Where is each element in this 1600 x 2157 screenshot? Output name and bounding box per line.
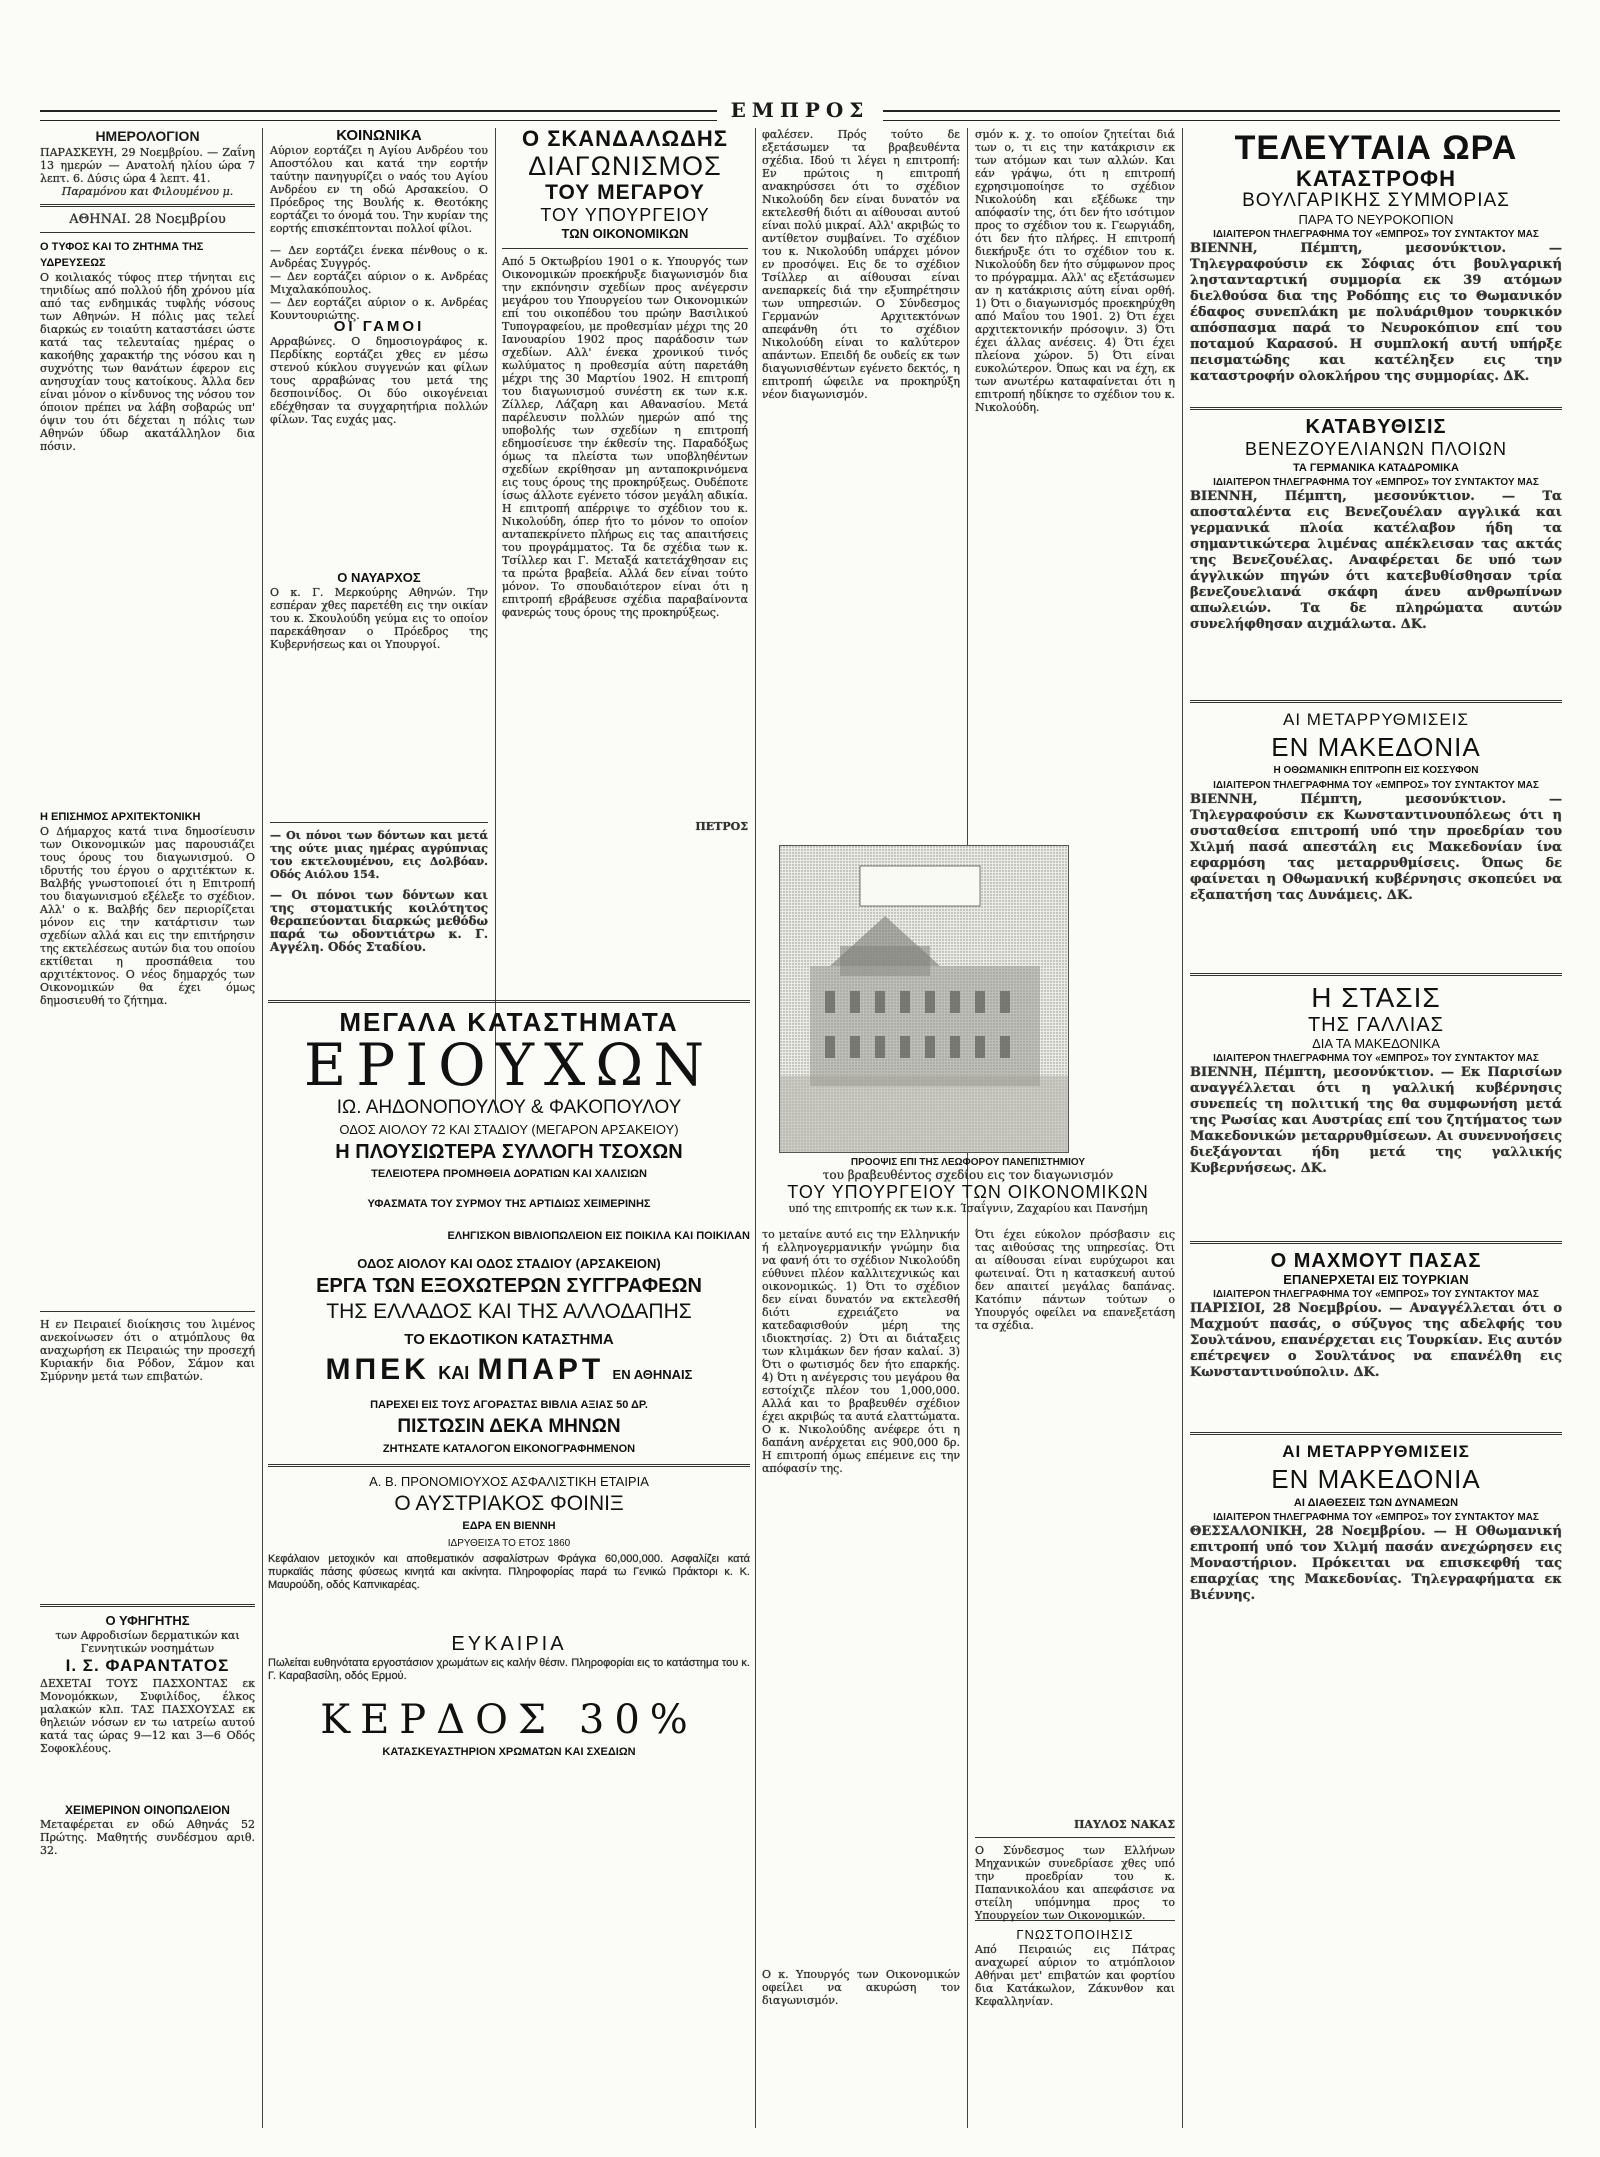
ad-line: ΚΕΡΔΟΣ 30% xyxy=(320,1697,698,1743)
ad-line: Α. Β. ΠΡΟΝΟΜΙΟΥΧΟΣ ΑΣΦΑΛΙΣΤΙΚΗ ΕΤΑΙΡΙΑ xyxy=(369,1474,649,1489)
ad-body: Κεφάλαιον μετοχικόν και αποθεματικόν ασφαλίστρων Φράγκα 60,000,000. Ασφαλίζει κατά πυρκαϊάς πάσης φύσεως κινητά και ακίνητα. Πληροφορίας παρά τω Γενικώ Πράκτορι κ. Κ. Μαυρούδη, οδός Καπνικαρέας. xyxy=(268,1553,750,1591)
article-title: Ο ΤΥΦΟΣ ΚΑΙ ΤΟ ΖΗΤΗΜΑ ΤΗΣ ΥΔΡΕΥΣΕΩΣ xyxy=(40,241,204,269)
ad-line: ΚΑΤΑΣΚΕΥΑΣΤΗΡΙΟΝ ΧΡΩΜΑΤΩΝ ΚΑΙ ΣΧΕΔΙΩΝ xyxy=(382,1746,636,1758)
headline: ΤΗΣ ΓΑΛΛΙΑΣ xyxy=(1307,1014,1445,1036)
headline: ΤΟΥ ΥΠΟΥΡΓΕΙΟΥ xyxy=(540,205,710,225)
masthead xyxy=(40,98,1560,126)
telegram-body: ΒΙΕΝΝΗ, Πέμπτη, μεσονύκτιον. — Τα αποσταλέντα εις Βενεζουέλαν αγγλικά και γερμανικά πλοία κατέλαβον ήδη τα σημαντικώτερα λιμένας απέκλεισαν τας ακτάς της Βενεζουέλας. Αναφέρεται δε υπό των άγγλικών πηγών ότι κατεβυθίσθησαν τρία βενεζουελιανά σκάφη άνευ ανθρωπίνων απωλειών. Τα δε πληρώματα αυτών συνελήφθησαν αιχμάλωτα. ΔΚ. xyxy=(1190,489,1562,632)
divider xyxy=(1190,407,1562,410)
ad-line: ΙΩ. ΑΗΔΟΝΟΠΟΥΛΟΥ & ΦΑΚΟΠΟΥΛΟΥ xyxy=(336,1097,682,1118)
headline: ΒΕΝΕΖΟΥΕΛΙΑΝΩΝ ΠΛΟΙΩΝ xyxy=(1244,439,1508,459)
ad-line: ΟΔΟΣ ΑΙΟΛΟΥ 72 ΚΑΙ ΣΤΑΔΙΟΥ (ΜΕΓΑΡΟΝ ΑΡΣΑΚΕΙΟΥ) xyxy=(339,1122,679,1137)
building-drawing xyxy=(780,846,1068,1152)
ad-line: ΜΠΕΚ xyxy=(325,1353,430,1386)
divider xyxy=(40,204,255,207)
headline: Η ΟΘΩΜΑΝΙΚΗ ΕΠΙΤΡΟΠΗ ΕΙΣ ΚΟΣΣΥΦΟΝ xyxy=(1273,765,1479,776)
headline: ΕΠΑΝΕΡΧΕΤΑΙ ΕΙΣ ΤΟΥΡΚΙΑΝ xyxy=(1283,1272,1469,1287)
article-body: Ο κ. Υπουργός των Οικονομικών οφείλει να ακυρώση τον διαγωνισμόν. xyxy=(762,1968,960,2007)
article-body: Αρραβώνες. Ο δημοσιογράφος κ. Περδίκης εορτάζει χθες εν μέσω στενού κύκλου συγγενών και φίλων τους αρραβώνας του μετά της δεσποινίδος. Οι δύο οικογένειαι εδέχθησαν τα συγχαρητήρια πολλών φίλων. Τας ευχάς μας. xyxy=(270,335,488,426)
column-5 xyxy=(975,128,1175,828)
ad-line: ΤΕΛΕΙΟΤΕΡΑ ΠΡΟΜΗΘΕΙΑ ΔΟΡΑΤΙΩΝ ΚΑΙ ΧΑΛΙΣΙΩΝ xyxy=(371,1168,647,1180)
ad-line: ΕΛΗΓΙΣΚΟΝ ΒΙΒΛΙΟΠΩΛΕΙΟΝ ΕΙΣ ΠΟΙΚΙΛΑ ΚΑΙ ΠΟΙΚΙΛΑΝ xyxy=(447,1230,750,1242)
article-body: Ότι έχει εύκολον πρόσβασιν εις τας αιθούσας της υπηρεσίας. Ότι αι αίθουσαι είναι ευρύχωροι και φωτειναί. Ότι η κατασκευή αυτού δεν απαιτεί μεγάλας δαπάνας. Κατόπιν πάντων τούτων ο Υπουργός οφείλει να επανεξετάση τα σχέδια. xyxy=(975,1228,1175,1332)
ad-line: ΤΗΣ ΕΛΛΑΔΟΣ ΚΑΙ ΤΗΣ ΑΛΛΟΔΑΠΗΣ xyxy=(326,1300,692,1323)
dateline: ΑΘΗΝΑΙ. 28 Νοεμβρίου xyxy=(69,212,226,227)
headline: ΔΙΑΓΩΝΙΣΜΟΣ xyxy=(528,151,722,181)
article-body: Η εν Πειραιεί διοίκησις του λιμένος ανεκοίνωσεν ότι ο ατμόπλους θα αναχωρήση εκ Πειραιώς την προσεχή Κυριακήν δια Ρόδον, Σάμον και Σμύρνην μετά των επιβατών. xyxy=(40,1318,255,1383)
article-body: Ο Δήμαρχος κατά τινα δημοσίευσιν των Οικονομικών μας παρουσιάζει τους όρους του διαγωνισμού. Ο ιδρυτής του έργου ο αρχιτέκτων κ. Βαλβής γνωστοποιεί ότι η Επιτροπή του διαγωνισμού εξέλεξε το σχέδιον. Αλλ' ο κ. Βαλβής δεν περιορίζεται μόνον εις την κατάρτισιν των σχεδίων αλλά και εις την επιτήρησιν της εκτελέσεως αυτών δια του οποίου εκτίθεται η προσπάθεια του αρχιτέκτονος. Ο νέος δημαρχός των Οικονομικών θα έχει όμως δημοσιευθή το ζήτημα. xyxy=(40,825,255,1007)
headline: ΑΙ ΔΙΑΘΕΣΕΙΣ ΤΩΝ ΔΥΝΑΜΕΩΝ xyxy=(1293,1497,1459,1509)
signature: ΠΕΤΡΟΣ xyxy=(695,820,748,833)
caption-line: ΠΡΟΟΨΙΣ ΕΠΙ ΤΗΣ ΛΕΩΦΟΡΟΥ ΠΑΝΕΠΙΣΤΗΜΙΟΥ xyxy=(850,1157,1086,1168)
ad-line: ΙΔΡΥΘΕΙΣΑ ΤΟ ΕΤΟΣ 1860 xyxy=(447,1538,571,1549)
telegram-label: ΙΔΙΑΙΤΕΡΟΝ ΤΗΛΕΓΡΑΦΗΜΑ ΤΟΥ «ΕΜΠΡΟΣ» ΤΟΥ ΣΥΝΤΑΚΤΟΥ ΜΑΣ xyxy=(1213,477,1539,488)
article-body: Από 5 Οκτωβρίου 1901 ο κ. Υπουργός των Οικονομικών προεκήρυξε διαγωνισμόν δια την εκπόνησιν σχεδίων προς ανέγερσιν μεγάρου του Υπουργείου των Οικονομικών επί του οικοπέδου του πρώην Βασιλικού Τυπογραφείου, με προθεσμίαν μέχρι της 20 Ιανουαρίου 1902 προς παράδοσιν των σχεδίων. Αλλ' ένεκα χρονικού τινός κωλύματος η προθεσμία αύτη παρετάθη μέχρι της 30 Μαρτίου 1902. Η επιτροπή του διαγωνισμού συνέστη εκ των κ.κ. Ζίλλερ, Λάζαρη και Αθανασίου. Μετά παρέλευσιν πολλών ημερών από της υποβολής των σχεδίων η επιτροπή εδημοσίευσε την έκθεσίν της. Παραδόξως όμως τα πλείστα των υποβληθέντων σχεδίων εκρίθησαν μη ανταποκρινόμενα εις τους όρους της προκηρύξεως. Ουδέποτε ίσως άλλοτε εγένετο τόσον μεγάλη αδικία. Η επιτροπή απέρριψε το σχέδιον του κ. Νικολούδη, όπερ ήτο το μόνον το οποίον ανταπεκρίνετο πλήρως εις τας απαιτήσεις του προγράμματος. Τα δε σχέδια των κ. Τσίλλερ και Γ. Μεταξά κατετάχθησαν εις τα πρώτα βραβεία. Αλλά δεν είναι τούτο μόνον. Το σπουδαιότερον είναι ότι η επιτροπή εβράβευσε σχέδια παραβαίνοντα φανερώς τους όρους της προκηρύξεως. xyxy=(502,255,748,619)
caption-line: του βραβευθέντος σχεδίου εις τον διαγωνισμόν xyxy=(822,1168,1114,1182)
illustration-caption xyxy=(762,1156,1174,1226)
advertisement-block xyxy=(268,1000,750,2020)
divider xyxy=(40,1604,255,1607)
ad-line: ΖΗΤΗΣΑΤΕ ΚΑΤΑΛΟΓΟΝ ΕΙΚΟΝΟΓΡΑΦΗΜΕΝΟΝ xyxy=(382,1443,636,1455)
article-body: — Οι πόνοι των δόντων και της στοματικής κοιλότητος θεραπεύονται διαρκώς μεθόδω παρά τω οδοντιάτρω κ. Γ. Αγγέλη. Οδός Σταδίου. xyxy=(270,888,488,954)
section-heading: Ο ΝΑΥΑΡΧΟΣ xyxy=(337,570,421,585)
telegram-label: ΙΔΙΑΙΤΕΡΟΝ ΤΗΛΕΓΡΑΦΗΜΑ ΤΟΥ «ΕΜΠΡΟΣ» ΤΟΥ ΣΥΝΤΑΚΤΟΥ ΜΑΣ xyxy=(1213,229,1539,240)
ad-line: ΕΝ ΑΘΗΝΑΙΣ xyxy=(612,1367,693,1382)
headline: ΕΝ ΜΑΚΕΔΟΝΙΑ xyxy=(1271,1464,1481,1494)
column-5-lower xyxy=(975,1228,1175,2008)
headline: Ο ΜΑΧΜΟΥΤ ΠΑΣΑΣ xyxy=(1270,1250,1482,1272)
article-body: Ο κ. Γ. Μερκούρης Αθηνών. Την εσπέραν χθες παρετέθη εις την οικίαν του κ. Σκουλούδη γεύμα εις το οποίον παρεκάθησαν ο Πρόεδρος της Κυβερνήσεως και οι Υπουργοί. xyxy=(270,586,488,651)
headline: Η ΣΤΑΣΙΣ xyxy=(1311,982,1441,1013)
divider xyxy=(1190,1432,1562,1435)
section-heading: ΟΙ ΓΑΜΟΙ xyxy=(333,318,425,335)
ad-line: Η ΠΛΟΥΣΙΩΤΕΡΑ ΣΥΛΛΟΓΗ ΤΣΟΧΩΝ xyxy=(335,1141,683,1163)
telegram-label: ΙΔΙΑΙΤΕΡΟΝ ΤΗΛΕΓΡΑΦΗΜΑ ΤΟΥ «ΕΜΠΡΟΣ» ΤΟΥ ΣΥΝΤΑΚΤΟΥ ΜΑΣ xyxy=(1213,1053,1539,1064)
section-title: ΚΟΙΝΩΝΙΚΑ xyxy=(336,127,422,144)
ad-line: ΚΑΙ xyxy=(438,1363,470,1383)
divider xyxy=(268,1000,750,1003)
article-body: — Δεν εορτάζει ένεκα πένθους ο κ. Ανδρέας Συγγρός. — Δεν εορτάζει αύριον ο κ. Ανδρέας Μιχαλακόπουλος. — Δεν εορτάζει αύριον ο κ. Ανδρέας Κουντουριώτης. xyxy=(270,244,488,322)
divider xyxy=(1190,1241,1562,1244)
article-body: — Οι πόνοι των δόντων και μετά της ούτε μιας ημέρας αγρύπνιας του εκτελουμένου, εις Δολβόαν. Οδός Αιόλου 154. xyxy=(270,829,488,881)
notice-body: Ο Σύνδεσμος των Ελλήνων Μηχανικών συνεδρίασε χθες υπό την προεδρίαν του κ. Παπανικολάου και απεφάσισε να στείλη υπόμνημα προς το Υπουργείον των Οικονομικών. xyxy=(975,1844,1175,1922)
column-2 xyxy=(270,128,488,988)
headline: ΒΟΥΛΓΑΡΙΚΗΣ ΣΥΜΜΟΡΙΑΣ xyxy=(1242,190,1510,211)
telegram-body: ΒΙΕΝΝΗ, Πέμπτη, μεσονύκτιον. — Τηλεγραφούσιν εκ Κωνσταντινουπόλεως ότι η συσταθείσα επιτροπή υπό την προεδρίαν του Χιλμή πασά απεστάλη εις Μακεδονίαν ίνα εφαρμόση τας μεταρρυθμίσεις. Όπως δε φαίνεται η Οθωμανική κυβέρνησις σκοπεύει να εξαπατήση τας Δυνάμεις. ΔΚ. xyxy=(1190,792,1562,903)
ad-line: ΤΟ ΕΚΔΟΤΙΚΟΝ ΚΑΤΑΣΤΗΜΑ xyxy=(404,1331,614,1348)
caption-line: υπό της επιτροπής εκ των κ.κ. Ίσαΐγνιν, Ζαχαρίου και Πανσήμη xyxy=(788,1202,1148,1215)
calendar-title: ΗΜΕΡΟΛΟΓΙΟΝ xyxy=(95,128,200,144)
column-separator xyxy=(495,128,496,1113)
ad-line: Ο ΑΥΣΤΡΙΑΚΟΣ ΦΟΙΝΙΞ xyxy=(394,1492,624,1515)
ad-line: ΜΕΓΑΛΑ ΚΑΤΑΣΤΗΜΑΤΑ xyxy=(339,1007,679,1037)
ad-line: ΠΙΣΤΩΣΙΝ ΔΕΚΑ ΜΗΝΩΝ xyxy=(397,1416,621,1437)
divider xyxy=(1190,973,1562,976)
divider xyxy=(975,1837,1175,1838)
ad-line: ΠΑΡΕΧΕΙ ΕΙΣ ΤΟΥΣ ΑΓΟΡΑΣΤΑΣ ΒΙΒΛΙΑ ΑΞΙΑΣ 50 ΔΡ. xyxy=(370,1399,648,1411)
column-separator xyxy=(755,128,756,2128)
calendar-date: ΠΑΡΑΣΚΕΥΗ, 29 Νοεμβρίου. — Ζαΐνη 13 ημερών — Ανατολή ηλίου ώρα 7 λεπτ. 6. Δύσις ώρα 4 λεπτ. 41. xyxy=(40,146,255,185)
telegram-label: ΙΔΙΑΙΤΕΡΟΝ ΤΗΛΕΓΡΑΦΗΜΑ ΤΟΥ «ΕΜΠΡΟΣ» ΤΟΥ ΣΥΝΤΑΚΤΟΥ ΜΑΣ xyxy=(1213,1289,1539,1300)
headline: Ο ΣΚΑΝΔΑΛΩΔΗΣ xyxy=(521,126,728,151)
ad-subtitle: των Αφροδισίων δερματικών και Γεννητικών νοσημάτων xyxy=(55,1629,240,1655)
article-body: φαλέσεν. Πρός τούτο δε εξετάσωμεν τα βραβευθέντα σχέδια. Ιδού τι λέγει η επιτροπή: Εν πρώτοις η επιτροπή ανακηρύσσει ότι το σχέδιον Νικολούδη δεν είναι δυνατόν να εκτελεσθή διότι αι αίθουσαι αυτού είναι πολύ μικραί. Αλλ' ακριβώς το αντίθετον συμβαίνει. Το σχέδιον του κ. Νικολούδη υπάρχει μόνον εν προσόψει. Εις δε το σχέδιον Τσίλλερ αι αίθουσαι είναι ανεπαρκείς διά την εξυπηρέτησιν των υπηρεσιών. Ο Σύνδεσμος Γερμανών Αρχιτεκτόνων απεφάνθη ότι το σχέδιον Νικολούδη είναι το καλύτερον απάντων. Επειδή δε ουδείς εκ των διαγωνισθέντων εγένετο δεκτός, η επιτροπή ώφειλε να προκηρύξη νέον διαγωνισμόν. xyxy=(762,128,960,401)
headline: ΚΑΤΑΒΥΘΙΣΙΣ xyxy=(1305,416,1447,438)
telegram-label: ΙΔΙΑΙΤΕΡΟΝ ΤΗΛΕΓΡΑΦΗΜΑ ΤΟΥ «ΕΜΠΡΟΣ» ΤΟΥ ΣΥΝΤΑΚΤΟΥ ΜΑΣ xyxy=(1213,780,1539,791)
headline: ΑΙ ΜΕΤΑΡΡΥΘΜΙΣΕΙΣ xyxy=(1283,710,1469,729)
divider xyxy=(40,232,255,233)
article-body: σμόν κ. χ. το οποίον ζητείται διά των ο, τι εις την κατάκρισιν εκ των ατόμων και των αλλών. Και εάν γράψω, ότι η επιτροπή εχρησιμοποίησε το σχέδιον Νικολούδη και εξέδωκε την απόφασίν της, ότι δεν ήτο ισότιμον προς το σχέδιον του κ. Γεωργιάδη, ότι δεν ήτο πλήρες. Η επιτροπή διεκήρυξε ότι το σχέδιον του κ. Νικολούδη δεν ήτο σύμφωνον προς το πρόγραμμα. Αλλ' ας εξετάσωμεν αν η κατάκρισις αύτη είναι ορθή. 1) Ότι ο διαγωνισμός προεκηρύχθη από Μαΐου του 1901. 2) Ότι έχει αρχιτεκτονικήν πρόσοψιν. 3) Ότι έχει άλλας ανέσεις. 4) Ότι έχει πλείονα χώρον. 5) Ότι είναι ευκολώτερον. Όπως και να έχη, εκ των ανωτέρω καταφαίνεται ότι η επιτροπή ηδίκησε το σχέδιον του κ. Νικολούδη. xyxy=(975,128,1175,414)
section-title: ΤΕΛΕΥΤΑΙΑ ΩΡΑ xyxy=(1234,129,1518,167)
article-body: Αύριον εορτάζει η Αγίου Ανδρέου του Αποστόλου και κατά την εορτήν ταύτην πανηγυρίζει ο ναός του Αγίου Ανδρέου εν τη οδώ Αρσακείου. Ο Πρόεδρος της Βουλής κ. Θεοτόκης εορτάζει το όνομά του. Την κυρίαν της εορτής επισκέπτονται πολλοί φίλοι. xyxy=(270,144,488,235)
ad-line: ΕΡΙΟΥΧΩΝ xyxy=(303,1031,715,1099)
calendar-saints: Παραμόνου και Φιλουμένου μ. xyxy=(61,185,234,198)
ad-line: ΟΔΟΣ ΑΙΟΛΟΥ ΚΑΙ ΟΔΟΣ ΣΤΑΔΙΟΥ (ΑΡΣΑΚΕΙΟΝ) xyxy=(357,1256,661,1271)
headline: ΑΙ ΜΕΤΑΡΡΥΘΜΙΣΕΙΣ xyxy=(1282,1442,1470,1461)
ad-name: Ι. Σ. ΦΑΡΑΝΤΑΤΟΣ xyxy=(65,1656,230,1675)
headline: ΤΑ ΓΕΡΜΑΝΙΚΑ ΚΑΤΑΔΡΟΜΙΚΑ xyxy=(1293,462,1459,474)
ad-line: ΕΔΡΑ ΕΝ ΒΙΕΝΝΗ xyxy=(462,1520,556,1532)
divider xyxy=(270,822,488,823)
article-title: Η ΕΠΙΣΗΜΟΣ ΑΡΧΙΤΕΚΤΟΝΙΚΗ xyxy=(40,811,201,823)
column-separator xyxy=(262,128,263,2128)
telegram-body: ΘΕΣΣΑΛΟΝΙΚΗ, 28 Νοεμβρίου. — Η Οθωμανική επιτροπή υπό τον Χιλμή πασάν ανεχώρησεν εις Μοναστήριον. Πρόκειται να επισκεφθή τας επαρχίας της Μακεδονίας. Τηλεγραφήματα εκ Βιέννης. xyxy=(1190,1524,1562,1603)
headline: ΔΙΑ ΤΑ ΜΑΚΕΔΟΝΙΚΑ xyxy=(1312,1036,1440,1051)
headline: ΤΩΝ ΟΙΚΟΝΟΜΙΚΩΝ xyxy=(561,226,689,241)
divider xyxy=(268,1464,750,1467)
ad-line: ΜΠΑΡΤ xyxy=(477,1353,605,1386)
ad-body: ΔΕΧΕΤΑΙ ΤΟΥΣ ΠΑΣΧΟΝΤΑΣ εκ Μονομόκκων, Συφιλίδος, έλκος μαλακών κλπ. ΤΑΣ ΠΑΣΧΟΥΣΑΣ εκ θηλειών νόσων εν τω ιατρείω αυτού κατά τας ώρας 9—12 και 3—6 Οδός Σοφοκλέους. xyxy=(40,1677,255,1755)
telegram-body: ΒΙΕΝΝΗ, Πέμπτη, μεσονύκτιον. — Εκ Παρισίων αναγγέλλεται ότι η γαλλική κυβέρνησις συνεπείς τη πολιτική της θα συμφωνήση μετά της Ρωσίας και Αυστρίας επί του ζητήματος των Μακεδονικών μεταρρυθμίσεων. Αι συνεννοήσεις διεξάγονται ήδη μετά της γαλλικής Κυβερνήσεως. ΔΚ. xyxy=(1190,1065,1562,1176)
ad-line: ΥΦΑΣΜΑΤΑ ΤΟΥ ΣΥΡΜΟΥ ΤΗΣ ΑΡΤΙΔΙΩΣ ΧΕΙΜΕΡΙΝΗΣ xyxy=(367,1198,651,1210)
headline: ΤΟΥ ΜΕΓΑΡΟΥ xyxy=(545,181,705,204)
column-1 xyxy=(40,128,255,2128)
telegram-label: ΙΔΙΑΙΤΕΡΟΝ ΤΗΛΕΓΡΑΦΗΜΑ ΤΟΥ «ΕΜΠΡΟΣ» ΤΟΥ ΣΥΝΤΑΚΤΟΥ ΜΑΣ xyxy=(1213,1512,1539,1523)
divider xyxy=(502,248,748,249)
headline: ΚΑΤΑΣΤΡΟΦΗ xyxy=(1295,166,1456,191)
ad-title: Ο ΥΦΗΓΗΤΗΣ xyxy=(105,1613,190,1628)
divider xyxy=(1190,700,1562,703)
headline: ΠΑΡΑ ΤΟ ΝΕΥΡΟΚΟΠΙΟΝ xyxy=(1298,212,1454,227)
telegram-body: ΒΙΕΝΝΗ, Πέμπτη, μεσονύκτιον. — Τηλεγραφούσιν εκ Σόφιας ότι βουλγαρική ληστανταρτική συμμορία εκ 39 ατόμων διελθούσα δια της Ροδόπης εις το Θωμανικόν έδαφος συνεπλάκη με πολυάριθμον τουρκικόν απόσπασμα παρά το Νευροκόπιον επί του ποταμού Καρασού. Η συμπλοκή αυτή υπήρξε πεισματώδης και κατέληξεν εις την καταστροφήν ολοκλήρου της συμμορίας. ΔΚ. xyxy=(1190,241,1562,384)
column-separator xyxy=(1182,128,1183,2128)
masthead-title: ΕΜΠΡΟΣ xyxy=(717,98,884,122)
article-body: Ο κοιλιακός τύφος πτερ τήνηται εις τηνιδίως από πολλού ήδη χρόνου μία από τας ενδημικάς τυφλής νόσους των Αθηνών. Η πόλις μας τελεί διαρκώς εν τοιαύτη καταστάσει ώστε κατά τας τελευταίας ημέρας ο κακοήθης χαρακτήρ της νόσου και η συχνότης των θανάτων έφερον εις ανησυχίαν τους κατοίκους. Άλλα δεν είναι μόνον ο κίνδυνος της νόσου τον όποιον πρέπει να λάβη σοβαρώς υπ' όψιν του ότι δέχεται η πόλις των Αθηνών ύδωρ ακατάλληλον δια πόσιν. xyxy=(40,271,255,453)
column-4 xyxy=(762,128,960,828)
ad-body: Μεταφέρεται εν οδώ Αθηνάς 52 Πρώτης. Μαθητής συνδέσμου αριθ. 32. xyxy=(40,1818,255,1857)
caption-line: ΤΟΥ ΥΠΟΥΡΓΕΙΟΥ ΤΩΝ ΟΙΚΟΝΟΜΙΚΩΝ xyxy=(787,1182,1149,1202)
headline: ΕΝ ΜΑΚΕΔΟΝΙΑ xyxy=(1271,732,1481,762)
telegram-body: ΠΑΡΙΣΙΟΙ, 28 Νοεμβρίου. — Αναγγέλλεται ότι ο Μαχμούτ πασάς, ο σύζυγος της αδελφής του Σουλτάνου, επανέρχεται εις Τουρκίαν. Εις αυτόν επέτρεψεν ο Σουλτάνος να επανέλθη εις Κωνσταντινούπολιν. ΔΚ. xyxy=(1190,1301,1562,1380)
building-illustration xyxy=(779,845,1069,1153)
divider xyxy=(40,1311,255,1312)
column-4-lower xyxy=(762,1228,960,2008)
signature: ΠΑΥΛΟΣ ΝΑΚΑΣ xyxy=(1074,1818,1175,1831)
ad-title: ΧΕΙΜΕΡΙΝΟΝ ΟΙΝΟΠΩΛΕΙΟΝ xyxy=(65,1803,230,1817)
ad-body: Πωλείται ευθηνότατα εργοστάσιον χρωμάτων εις καλήν θέσιν. Πληροφορίαι εις το κατάστημα του κ. Γ. Καραβασίλη, οδός Ερμού. xyxy=(268,1657,750,1682)
section-heading: ΓΝΩΣΤΟΠΟΙΗΣΙΣ xyxy=(1016,1927,1134,1942)
column-3 xyxy=(502,128,748,988)
ad-line: ΕΥΚΑΙΡΙΑ xyxy=(451,1633,567,1655)
notice-body: Από Πειραιώς εις Πάτρας αναχωρεί αύριον το ατμόπλοιον Αθήναι μετ' επιβατών και φορτίου δια Κατάκωλον, Ζάκυνθον και Κεφαλληνίαν. xyxy=(975,1943,1175,2008)
ad-line: ΕΡΓΑ ΤΩΝ ΕΞΟΧΩΤΕΡΩΝ ΣΥΓΓΡΑΦΕΩΝ xyxy=(316,1275,702,1297)
article-body: το μεταίνε αυτό εις την Ελληνικήν ή ελληνογερμανικήν γνώμην δια να φανή ότι το σχέδιον Νικολούδη εύθυνει πλέον καλλιτεχνικώς και οικονομικώς. 1) Ότι το σχέδιον δεν είναι δυνατόν να εκτελεσθή διότι εχρειάζετο να κατεδαφισθούν μέρη της ιδιοκτησίας. 2) Ότι αι διάταξεις των κλιμάκων δεν ήσαν καλαί. 3) Ότι ο φωτισμός δεν ήτο επαρκής. 4) Ότι η ανέγερσις του μεγάρου θα εστοίχιζε πλέον του 1,000,000. Αλλά και το βραβευθέν σχέδιον έχει ακριβώς τα αυτά ελαττώματα. Ο κ. Νικολούδης ανέφερε ότι η δαπάνη ανέρχεται εις 900,000 δρ. Η επιτροπή όμως επέμεινε εις την απόφασίν της. xyxy=(762,1228,960,1475)
ad-company-row xyxy=(268,1349,750,1396)
column-6 xyxy=(1190,128,1562,2028)
